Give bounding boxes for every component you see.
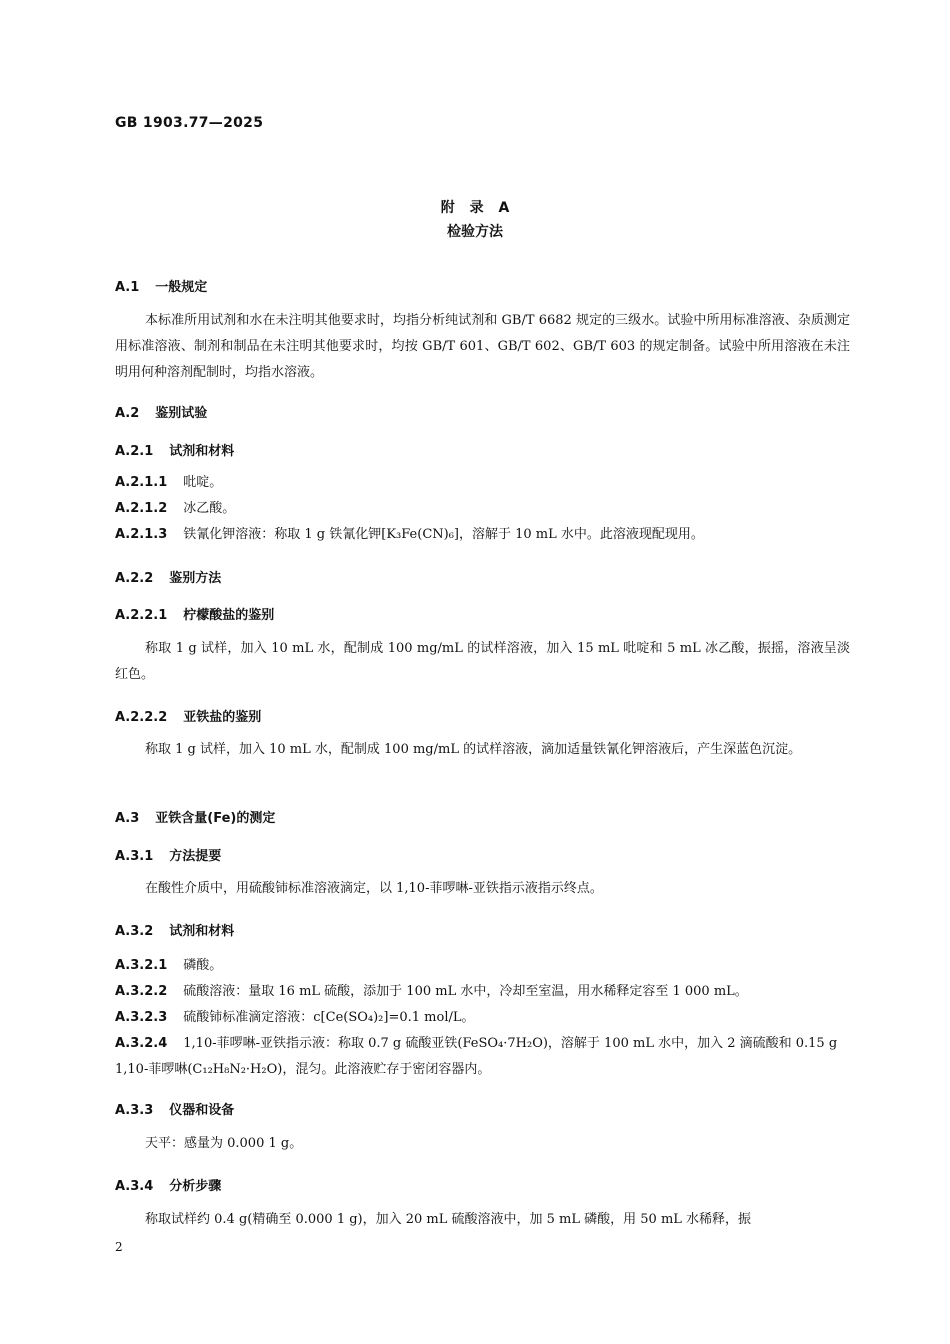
heading-a222 bbox=[115, 706, 261, 725]
heading-title: 试剂和材料 bbox=[169, 444, 235, 459]
heading-number: A.2.2.1 bbox=[115, 608, 168, 623]
heading-a22 bbox=[115, 567, 221, 586]
heading-number: A.3.4 bbox=[115, 1179, 154, 1194]
paragraph-a221: 称取 1 g 试样，加入 10 mL 水，配制成 100 mg/mL 的试样溶液，加入 15 mL 吡啶和 5 mL 冰乙酸，振摇，溶液呈淡红色。 bbox=[115, 641, 850, 682]
item-number: A.3.2.4 bbox=[115, 1036, 168, 1051]
item-number: A.3.2.3 bbox=[115, 1010, 168, 1025]
item-text: 磷酸。 bbox=[183, 958, 223, 973]
heading-title: 方法提要 bbox=[169, 849, 222, 864]
paragraph-a34: 称取试样约 0.4 g(精确至 0.000 1 g)，加入 20 mL 硫酸溶液中，加 5 mL 磷酸，用 50 mL 水稀释，振 bbox=[145, 1212, 752, 1227]
item-a323 bbox=[115, 1005, 850, 1031]
heading-title: 试剂和材料 bbox=[169, 924, 235, 939]
paragraph-a222: 称取 1 g 试样，加入 10 mL 水，配制成 100 mg/mL 的试样溶液，滴加适量铁氰化钾溶液后，产生深蓝色沉淀。 bbox=[145, 742, 802, 757]
heading-title: 一般规定 bbox=[155, 280, 208, 295]
heading-title: 仪器和设备 bbox=[169, 1103, 235, 1118]
item-number: A.2.1.1 bbox=[115, 475, 168, 490]
heading-a2 bbox=[115, 402, 207, 421]
appendix-title: 附 录 A bbox=[440, 200, 510, 216]
heading-title: 柠檬酸盐的鉴别 bbox=[183, 608, 275, 623]
item-number: A.3.2.1 bbox=[115, 958, 168, 973]
heading-number: A.3.3 bbox=[115, 1103, 154, 1118]
paragraph-a31: 在酸性介质中，用硫酸铈标准溶液滴定，以 1,10-菲啰啉-亚铁指示液指示终点。 bbox=[145, 881, 603, 896]
item-number: A.3.2.2 bbox=[115, 984, 168, 999]
heading-number: A.3.2 bbox=[115, 924, 154, 939]
item-text: 冰乙酸。 bbox=[183, 501, 236, 516]
heading-number: A.3 bbox=[115, 811, 140, 826]
appendix-subtitle: 检验方法 bbox=[447, 224, 503, 240]
item-a211 bbox=[115, 470, 850, 496]
heading-a1 bbox=[115, 276, 207, 295]
heading-number: A.1 bbox=[115, 280, 140, 295]
item-a324 bbox=[115, 1031, 850, 1083]
item-a212 bbox=[115, 496, 850, 522]
heading-title: 鉴别方法 bbox=[169, 571, 222, 586]
item-a213 bbox=[115, 522, 850, 548]
heading-a33 bbox=[115, 1099, 234, 1118]
item-a321 bbox=[115, 953, 850, 979]
heading-a221 bbox=[115, 604, 274, 623]
heading-title: 亚铁含量(Fe)的测定 bbox=[155, 811, 276, 826]
heading-a34 bbox=[115, 1175, 221, 1194]
item-text: 1,10-菲啰啉-亚铁指示液：称取 0.7 g 硫酸亚铁(FeSO₄·7H₂O)，溶解于 100 mL 水中，加入 2 滴硫酸和 0.15 g 1,10-菲啰啉(C₁₂H₈N₂·H₂O)，混匀。此溶液贮存于密闭容器内。 bbox=[115, 1036, 838, 1077]
item-number: A.2.1.2 bbox=[115, 501, 168, 516]
item-text: 吡啶。 bbox=[183, 475, 223, 490]
heading-number: A.2.2 bbox=[115, 571, 154, 586]
item-text: 硫酸溶液：量取 16 mL 硫酸，添加于 100 mL 水中，冷却至室温，用水稀释定容至 1 000 mL。 bbox=[183, 984, 748, 999]
heading-a32 bbox=[115, 920, 234, 939]
heading-title: 分析步骤 bbox=[169, 1179, 222, 1194]
heading-title: 亚铁盐的鉴别 bbox=[183, 710, 262, 725]
paragraph-a1: 本标准所用试剂和水在未注明其他要求时，均指分析纯试剂和 GB/T 6682 规定的三级水。试验中所用标准溶液、杂质测定用标准溶液、制剂和制品在未注明其他要求时，均按 GB/T 601、GB/T 602、GB/T 603 的规定制备。试验中所用溶液在未注明用何种溶剂配制时，均指水溶液。 bbox=[115, 313, 850, 380]
item-a322 bbox=[115, 979, 850, 1005]
standard-number: GB 1903.77—2025 bbox=[115, 115, 264, 131]
paragraph-a33: 天平：感量为 0.000 1 g。 bbox=[145, 1136, 303, 1151]
heading-number: A.3.1 bbox=[115, 849, 154, 864]
heading-a21 bbox=[115, 440, 234, 459]
heading-number: A.2.2.2 bbox=[115, 710, 168, 725]
heading-number: A.2.1 bbox=[115, 444, 154, 459]
heading-number: A.2 bbox=[115, 406, 140, 421]
page-number: 2 bbox=[115, 1240, 123, 1254]
item-text: 硫酸铈标准滴定溶液：c[Ce(SO₄)₂]=0.1 mol/L。 bbox=[183, 1010, 475, 1025]
item-number: A.2.1.3 bbox=[115, 527, 168, 542]
heading-a31 bbox=[115, 845, 221, 864]
heading-a3 bbox=[115, 807, 275, 826]
heading-title: 鉴别试验 bbox=[155, 406, 208, 421]
item-text: 铁氰化钾溶液：称取 1 g 铁氰化钾[K₃Fe(CN)₆]，溶解于 10 mL 水中。此溶液现配现用。 bbox=[183, 527, 704, 542]
